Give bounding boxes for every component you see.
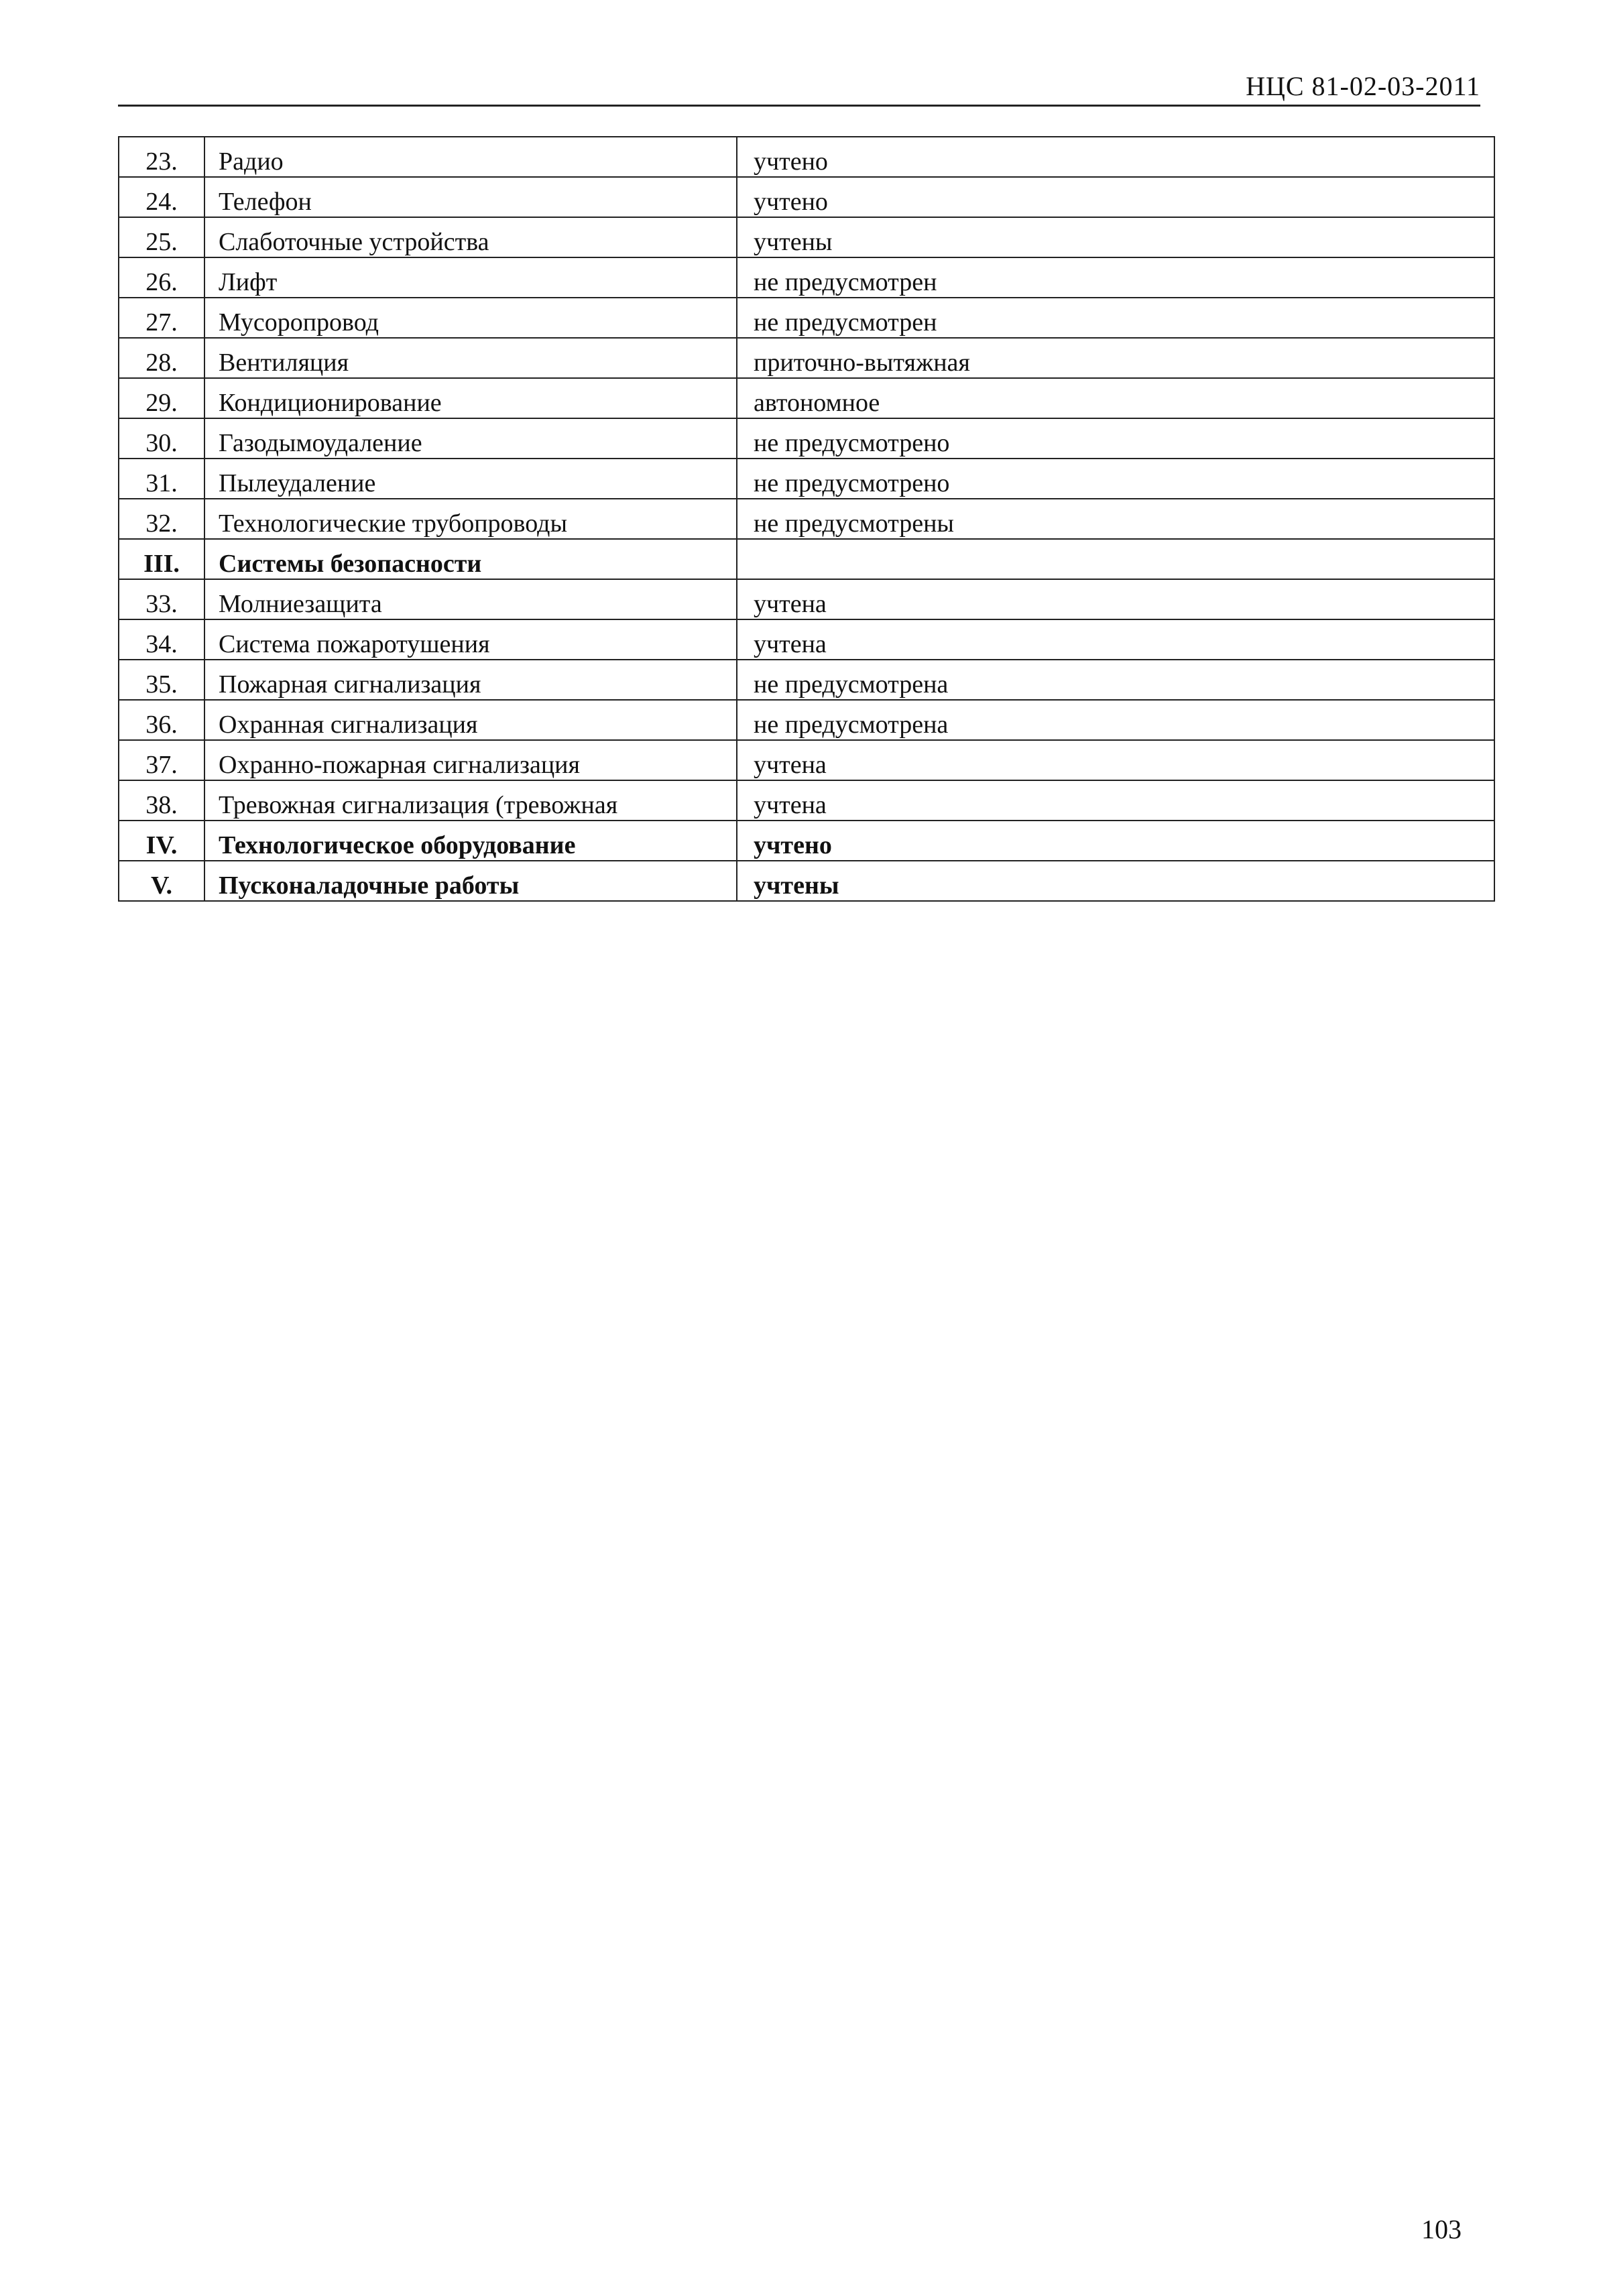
table-row xyxy=(119,338,1494,378)
item-value-cell: учтены xyxy=(737,861,1494,901)
row-number-cell: 32. xyxy=(119,499,204,539)
table-row xyxy=(119,459,1494,499)
row-number-cell: 35. xyxy=(119,660,204,700)
item-name-cell: Охранная сигнализация xyxy=(204,700,737,740)
row-number-cell: 23. xyxy=(119,137,204,177)
item-name-cell: Телефон xyxy=(204,177,737,217)
table-row xyxy=(119,619,1494,660)
table-row xyxy=(119,177,1494,217)
item-value-cell: учтена xyxy=(737,579,1494,619)
row-number-cell: 25. xyxy=(119,217,204,257)
item-value-cell: не предусмотрен xyxy=(737,298,1494,338)
row-number-cell: V. xyxy=(119,861,204,901)
table-section-row xyxy=(119,821,1494,861)
item-value-cell: автономное xyxy=(737,378,1494,418)
item-name-cell: Технологическое оборудование xyxy=(204,821,737,861)
row-number-cell: 24. xyxy=(119,177,204,217)
item-value-cell: учтено xyxy=(737,137,1494,177)
row-number-cell: 36. xyxy=(119,700,204,740)
item-value-cell xyxy=(737,539,1494,579)
item-value-cell: учтено xyxy=(737,177,1494,217)
item-name-cell: Кондиционирование xyxy=(204,378,737,418)
row-number-cell: 38. xyxy=(119,780,204,821)
item-value-cell: не предусмотрена xyxy=(737,660,1494,700)
item-name-cell: Радио xyxy=(204,137,737,177)
table-row xyxy=(119,660,1494,700)
item-name-cell: Слаботочные устройства xyxy=(204,217,737,257)
row-number-cell: IV. xyxy=(119,821,204,861)
table-row xyxy=(119,740,1494,780)
document-code: НЦС 81-02-03-2011 xyxy=(1246,71,1480,101)
table-section-row xyxy=(119,861,1494,901)
page-header xyxy=(118,67,1480,107)
item-name-cell: Вентиляция xyxy=(204,338,737,378)
item-name-cell: Тревожная сигнализация (тревожная xyxy=(204,780,737,821)
item-name-cell: Пожарная сигнализация xyxy=(204,660,737,700)
item-value-cell: не предусмотрена xyxy=(737,700,1494,740)
row-number-cell: III. xyxy=(119,539,204,579)
item-value-cell: учтена xyxy=(737,740,1494,780)
table-section-row xyxy=(119,539,1494,579)
row-number-cell: 37. xyxy=(119,740,204,780)
table-row xyxy=(119,418,1494,459)
table-row xyxy=(119,378,1494,418)
item-value-cell: учтена xyxy=(737,619,1494,660)
item-value-cell: учтена xyxy=(737,780,1494,821)
item-name-cell: Система пожаротушения xyxy=(204,619,737,660)
item-name-cell: Газодымоудаление xyxy=(204,418,737,459)
item-value-cell: не предусмотрен xyxy=(737,257,1494,298)
table-row xyxy=(119,499,1494,539)
item-name-cell: Молниезащита xyxy=(204,579,737,619)
table-row xyxy=(119,217,1494,257)
table-row xyxy=(119,257,1494,298)
item-name-cell: Пусконаладочные работы xyxy=(204,861,737,901)
item-value-cell: не предусмотрено xyxy=(737,459,1494,499)
table-row xyxy=(119,700,1494,740)
row-number-cell: 28. xyxy=(119,338,204,378)
item-value-cell: приточно-вытяжная xyxy=(737,338,1494,378)
specification-table-body xyxy=(119,137,1494,901)
row-number-cell: 34. xyxy=(119,619,204,660)
row-number-cell: 29. xyxy=(119,378,204,418)
table-row xyxy=(119,579,1494,619)
table-row xyxy=(119,780,1494,821)
item-name-cell: Охранно-пожарная сигнализация xyxy=(204,740,737,780)
table-row xyxy=(119,137,1494,177)
item-name-cell: Мусоропровод xyxy=(204,298,737,338)
item-name-cell: Лифт xyxy=(204,257,737,298)
item-name-cell: Технологические трубопроводы xyxy=(204,499,737,539)
item-name-cell: Системы безопасности xyxy=(204,539,737,579)
item-value-cell: не предусмотрено xyxy=(737,418,1494,459)
row-number-cell: 31. xyxy=(119,459,204,499)
specification-table xyxy=(118,136,1495,902)
row-number-cell: 33. xyxy=(119,579,204,619)
page-number: 103 xyxy=(1421,2214,1462,2244)
item-name-cell: Пылеудаление xyxy=(204,459,737,499)
row-number-cell: 27. xyxy=(119,298,204,338)
row-number-cell: 30. xyxy=(119,418,204,459)
item-value-cell: не предусмотрены xyxy=(737,499,1494,539)
item-value-cell: учтено xyxy=(737,821,1494,861)
table-row xyxy=(119,298,1494,338)
item-value-cell: учтены xyxy=(737,217,1494,257)
row-number-cell: 26. xyxy=(119,257,204,298)
